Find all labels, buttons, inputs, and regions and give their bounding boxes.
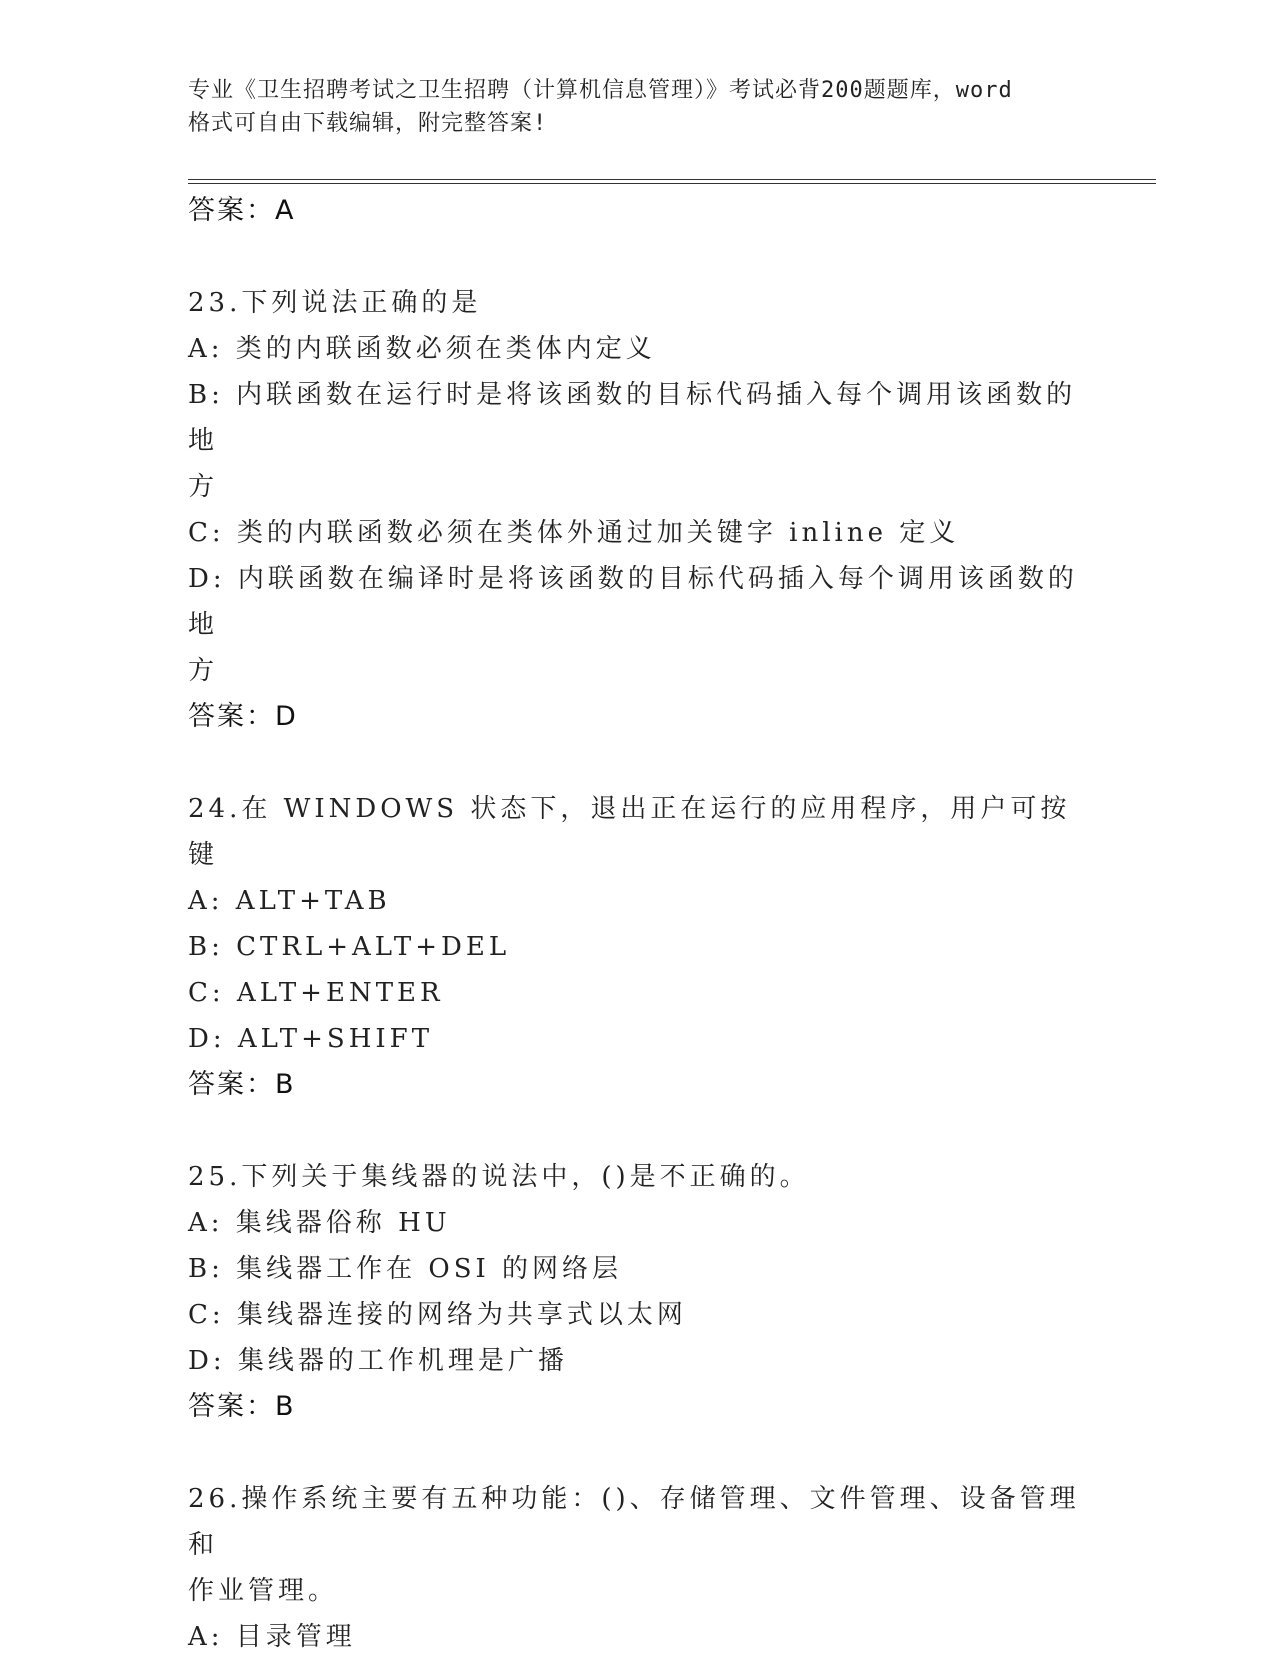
answer-line: 答案：B <box>188 1069 296 1100</box>
question-25: 25.下列关于集线器的说法中，()是不正确的。 <box>188 1162 810 1192</box>
option-c: C: 类的内联函数必须在类体外通过加关键字 inline 定义 <box>188 518 960 548</box>
option-c: C: ALT+ENTER <box>188 978 444 1008</box>
option-b-continued: 方 <box>188 472 219 502</box>
option-d: D: 集线器的工作机理是广播 <box>188 1346 568 1376</box>
spacer <box>188 1108 1088 1154</box>
spacer <box>188 234 1088 280</box>
question-26-continued: 作业管理。 <box>188 1576 339 1606</box>
question-24: 24.在 WINDOWS 状态下，退出正在运行的应用程序，用户可按键 <box>188 794 1071 870</box>
option-b: B: CTRL+ALT+DEL <box>188 932 511 962</box>
option-b: B: 集线器工作在 OSI 的网络层 <box>188 1254 623 1284</box>
answer-line: 答案：D <box>188 701 298 732</box>
option-b: B: 内联函数在运行时是将该函数的目标代码插入每个调用该函数的地 <box>188 380 1077 456</box>
header-line-1: 专业《卫生招聘考试之卫生招聘（计算机信息管理）》考试必背200题题库，word <box>188 78 1013 103</box>
option-d-continued: 方 <box>188 656 219 686</box>
option-a: A: 集线器俗称 HU <box>188 1208 451 1238</box>
option-d: D: 内联函数在编译时是将该函数的目标代码插入每个调用该函数的地 <box>188 564 1078 640</box>
question-list <box>188 188 1088 1660</box>
header-line-2: 格式可自由下载编辑，附完整答案! <box>188 111 548 136</box>
answer-line: 答案：A <box>188 195 296 226</box>
option-a: A: 目录管理 <box>188 1622 356 1652</box>
question-23: 23.下列说法正确的是 <box>188 288 482 318</box>
document-header <box>188 74 1088 140</box>
option-c: C: 集线器连接的网络为共享式以太网 <box>188 1300 687 1330</box>
header-rule-top <box>188 179 1156 180</box>
answer-line: 答案：B <box>188 1391 296 1422</box>
header-rule-bottom <box>188 183 1156 184</box>
option-d: D: ALT+SHIFT <box>188 1024 434 1054</box>
option-a: A: ALT+TAB <box>188 886 391 916</box>
option-a: A: 类的内联函数必须在类体内定义 <box>188 334 656 364</box>
question-26: 26.操作系统主要有五种功能：()、存储管理、文件管理、设备管理和 <box>188 1484 1080 1560</box>
spacer <box>188 740 1088 786</box>
spacer <box>188 1430 1088 1476</box>
